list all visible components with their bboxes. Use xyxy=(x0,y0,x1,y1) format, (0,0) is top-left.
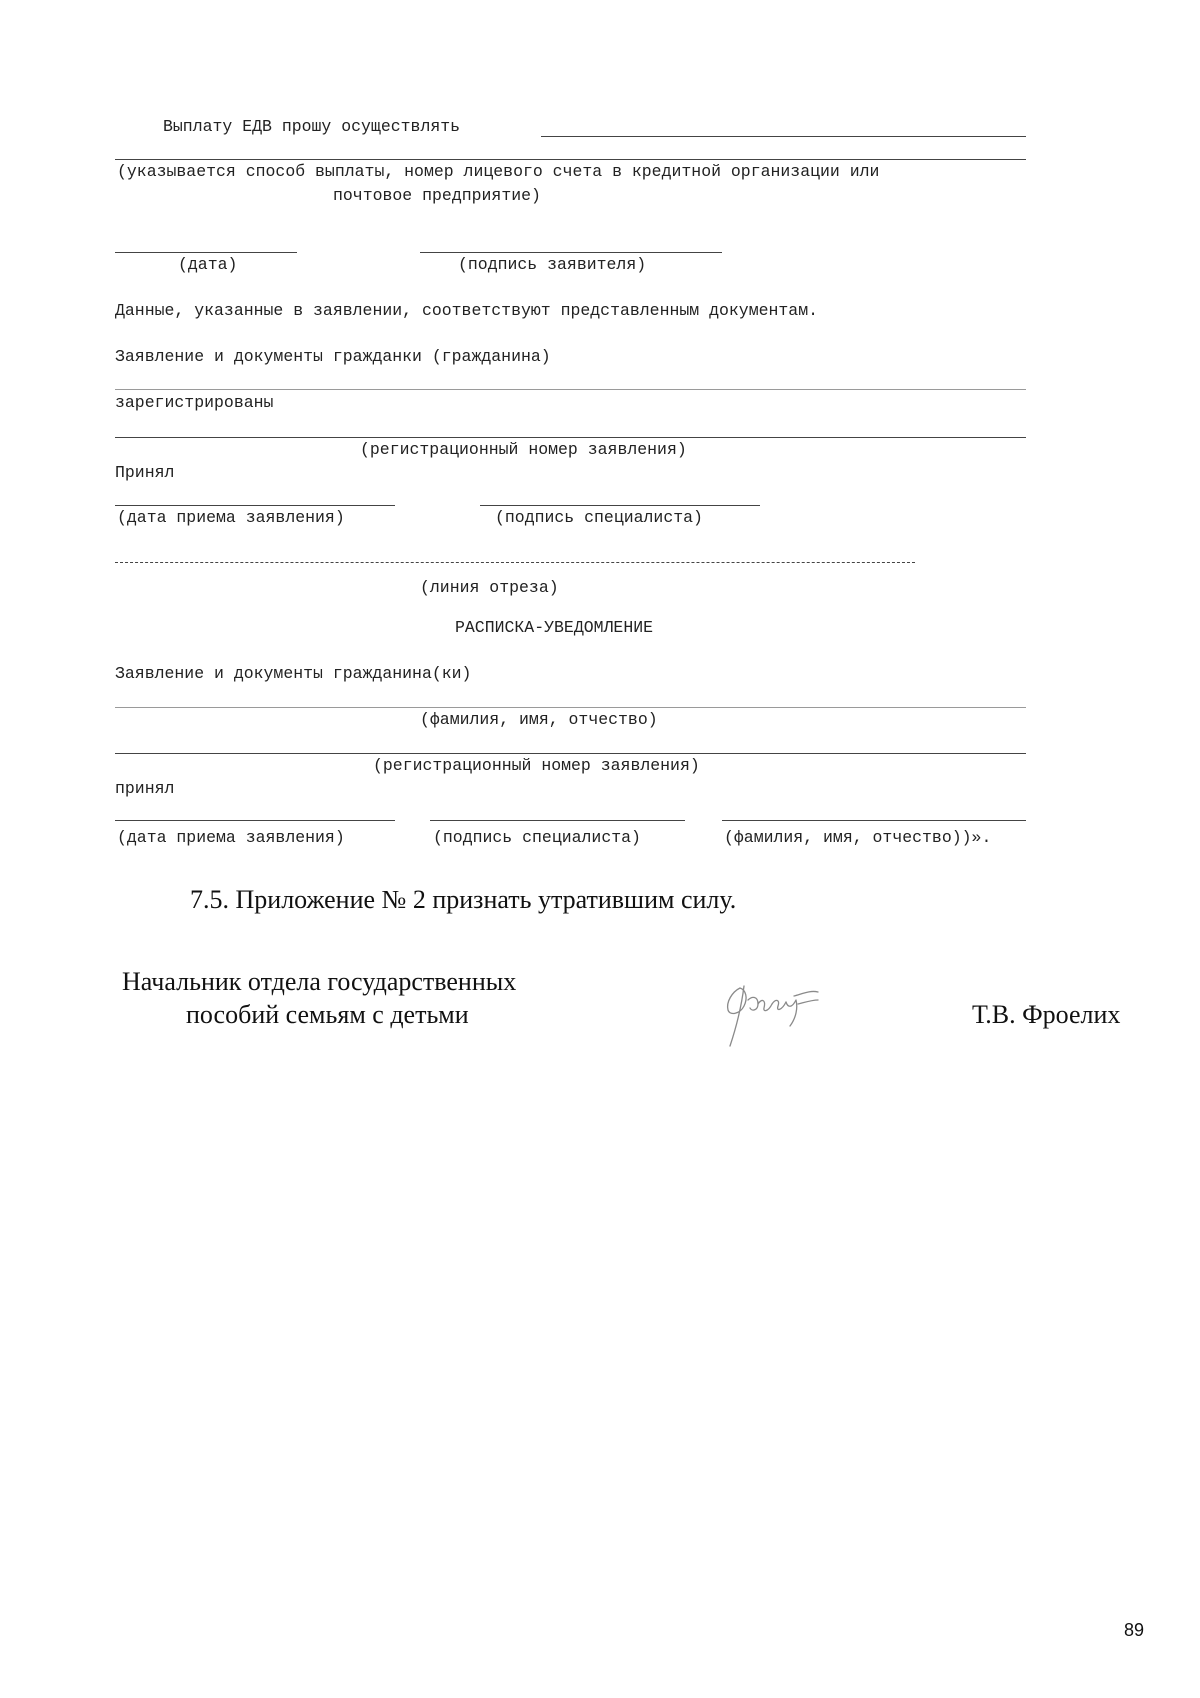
receipt-full-name-closing-label: (фамилия, имя, отчество))». xyxy=(724,828,992,847)
receipt-specialist-signature-line xyxy=(430,820,685,821)
date-label: (дата) xyxy=(178,255,238,274)
receipt-specialist-signature-label: (подпись специалиста) xyxy=(433,828,641,847)
receipt-full-name-line xyxy=(115,707,1026,708)
receipt-title: РАСПИСКА-УВЕДОМЛЕНИЕ xyxy=(455,618,654,637)
documents-of-citizen: Заявление и документы гражданки (гражданина) xyxy=(115,347,551,366)
payment-hint-line1: (указывается способ выплаты, номер лицевого счета в кредитной организации или xyxy=(117,162,880,181)
receipt-documents-of-citizen: Заявление и документы гражданина(ки) xyxy=(115,664,472,683)
cut-line-label: (линия отреза) xyxy=(420,578,559,597)
specialist-signature-line xyxy=(480,505,760,506)
receipt-full-name-closing-line xyxy=(722,820,1026,821)
registration-number-line xyxy=(115,437,1026,438)
receipt-registration-number-label: (регистрационный номер заявления) xyxy=(373,756,700,775)
handwritten-signature xyxy=(718,978,828,1050)
clause-text: 7.5. Приложение № 2 признать утратившим силу. xyxy=(190,885,737,914)
acceptance-date-label: (дата приема заявления) xyxy=(117,508,345,527)
date-line xyxy=(115,252,297,253)
signatory-position-line2: пособий семьям с детьми xyxy=(186,1000,469,1029)
applicant-signature-line xyxy=(420,252,722,253)
receipt-accepted-text: принял xyxy=(115,779,175,798)
receipt-full-name-label: (фамилия, имя, отчество) xyxy=(420,710,658,729)
payment-method-line xyxy=(541,136,1026,137)
page-number: 89 xyxy=(1124,1620,1145,1640)
cut-line xyxy=(115,562,915,563)
registration-number-label: (регистрационный номер заявления) xyxy=(360,440,687,459)
signatory-position-line1: Начальник отдела государственных xyxy=(122,967,517,996)
specialist-signature-label: (подпись специалиста) xyxy=(495,508,703,527)
receipt-registration-number-line xyxy=(115,753,1026,754)
citizen-name-line xyxy=(115,389,1026,390)
data-match-statement: Данные, указанные в заявлении, соответствуют представленным документам. xyxy=(115,301,819,320)
receipt-acceptance-date-line xyxy=(115,820,395,821)
receipt-acceptance-date-label: (дата приема заявления) xyxy=(117,828,345,847)
payment-request-text: Выплату ЕДВ прошу осуществлять xyxy=(163,117,461,136)
registered-text: зарегистрированы xyxy=(115,393,274,412)
signatory-name: Т.В. Фроелих xyxy=(972,1000,1121,1029)
acceptance-date-line xyxy=(115,505,395,506)
payment-method-line-2 xyxy=(115,159,1026,160)
accepted-text: Принял xyxy=(115,463,175,482)
payment-hint-line2: почтовое предприятие) xyxy=(333,186,541,205)
applicant-signature-label: (подпись заявителя) xyxy=(458,255,647,274)
